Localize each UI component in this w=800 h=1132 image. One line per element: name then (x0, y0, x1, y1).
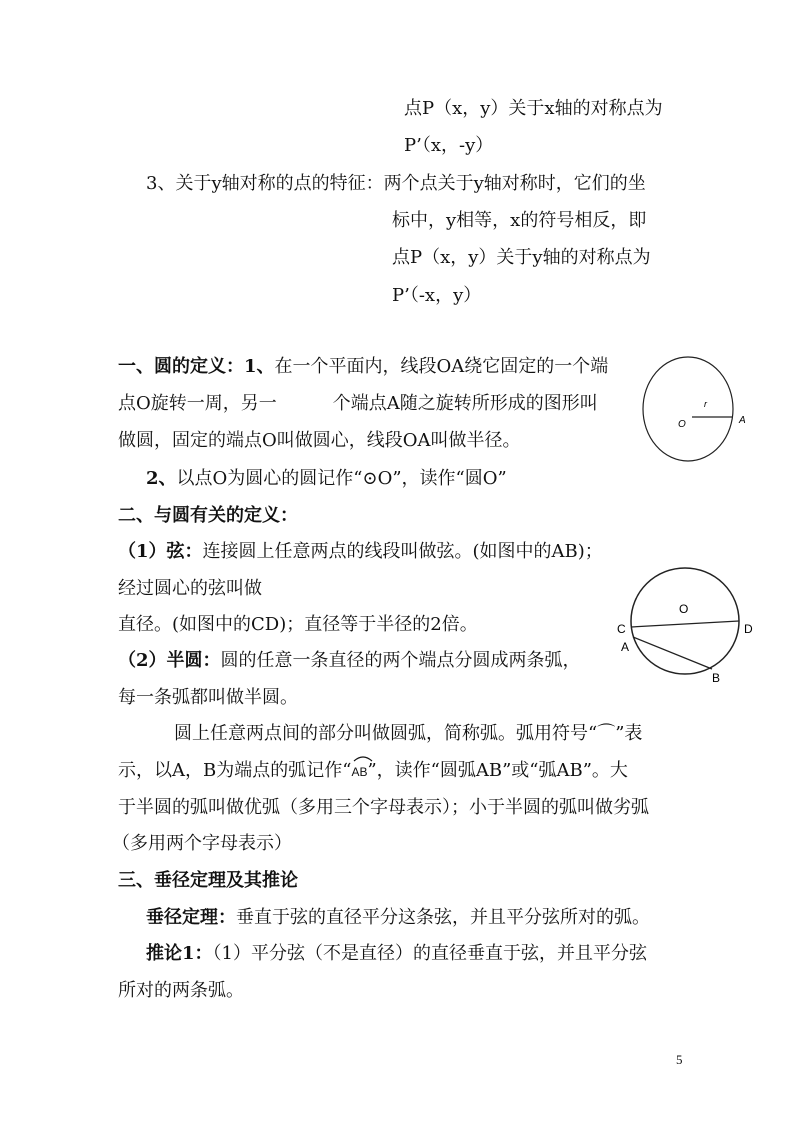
arc-line2 (118, 759, 628, 784)
item3-line1: 3、关于y轴对称的点的特征：两个点关于y轴对称时，它们的坐 (146, 173, 646, 194)
arc-line2a: 示，以A，B为端点的弧记作“ (118, 760, 352, 781)
def2-line (146, 467, 507, 491)
def1-label: 1、 (244, 356, 275, 377)
chord-line1 (118, 540, 603, 564)
def2-label: 2、 (146, 468, 177, 489)
circle-outline (643, 357, 733, 461)
point-label-b: B (712, 671, 721, 685)
section3-heading: 三、垂径定理及其推论 (118, 870, 298, 891)
x-axis-result: P’（x，-y） (404, 135, 494, 156)
section1-line2 (118, 392, 598, 416)
semi-line2: 每一条弧都叫做半圆。 (118, 687, 298, 708)
def1-line2a: 点O旋转一周，另一 (118, 393, 277, 414)
def1-line1: 在一个平面内，线段OA绕它固定的一个端 (274, 356, 609, 377)
radius-label-r: r (704, 399, 707, 409)
section2-heading: 二、与圆有关的定义： (118, 505, 298, 526)
arc-line4: （多用两个字母表示） (112, 833, 292, 854)
point-label-c: C (617, 622, 626, 636)
diameter-cd (631, 621, 739, 627)
corollary-label: 推论1： (146, 943, 213, 964)
item3-line3: 点P（x，y）关于y轴的对称点为 (392, 247, 651, 268)
item3-line2: 标中，y相等，x的符号相反，即 (392, 210, 647, 231)
page-number: 5 (676, 1052, 683, 1067)
chord-label: （1）弦： (118, 541, 203, 562)
corollary-line1 (146, 942, 647, 966)
center-label-o: O (679, 602, 689, 616)
arc-symbol (351, 760, 367, 784)
section1-line1 (118, 355, 608, 379)
circle-definition-figure (640, 355, 780, 467)
def1-line2b: 个端点A随之旋转所形成的图形叫 (332, 393, 598, 414)
theorem-text: 垂直于弦的直径平分这条弦，并且平分弦所对的弧。 (236, 907, 650, 928)
chord-diameter-figure (612, 563, 772, 688)
arc-line1: 圆上任意两点间的部分叫做圆弧，简称弧。弧用符号“⌒”表 (174, 723, 643, 744)
x-axis-point-line: 点P（x，y）关于x轴的对称点为 (404, 98, 663, 119)
theorem-line (146, 906, 650, 930)
arc-line2b: ”，读作“圆弧AB”或“弧AB”。大 (367, 760, 628, 781)
item3-line4: P’（-x，y） (392, 285, 482, 306)
arc-line3: 于半圆的弧叫做优弧（多用三个字母表示）；小于半圆的弧叫做劣弧 (118, 797, 649, 818)
arc-mark-icon (352, 754, 374, 762)
chord-ab (633, 637, 712, 669)
chord-line3: 直径。(如图中的CD)；直径等于半径的2倍。 (118, 614, 478, 635)
corollary-line2: 所对的两条弧。 (118, 980, 244, 1001)
def2-text: 以点O为圆心的圆记作“⊙O”，读作“圆O” (176, 468, 507, 489)
chord-text: 连接圆上任意两点的线段叫做弦。(如图中的AB)； (202, 541, 603, 562)
corollary-text: （1）平分弦（不是直径）的直径垂直于弦，并且平分弦 (212, 943, 647, 964)
theorem-label: 垂径定理： (146, 907, 236, 928)
section1-heading: 一、圆的定义： (118, 356, 244, 377)
point-label-a: A (739, 415, 746, 426)
semi-label: （2）半圆： (118, 650, 221, 671)
center-label-o: O (678, 419, 686, 430)
arc-symbol-letters: AB (351, 765, 368, 779)
chord-line2: 经过圆心的弦叫做 (118, 578, 262, 599)
def1-line3: 做圆，固定的端点O叫做圆心，线段OA叫做半径。 (118, 430, 521, 451)
semi-line1 (118, 649, 581, 673)
point-label-d: D (744, 622, 753, 636)
point-label-a: A (621, 640, 630, 654)
semi-text: 圆的任意一条直径的两个端点分圆成两条弧， (220, 650, 581, 671)
